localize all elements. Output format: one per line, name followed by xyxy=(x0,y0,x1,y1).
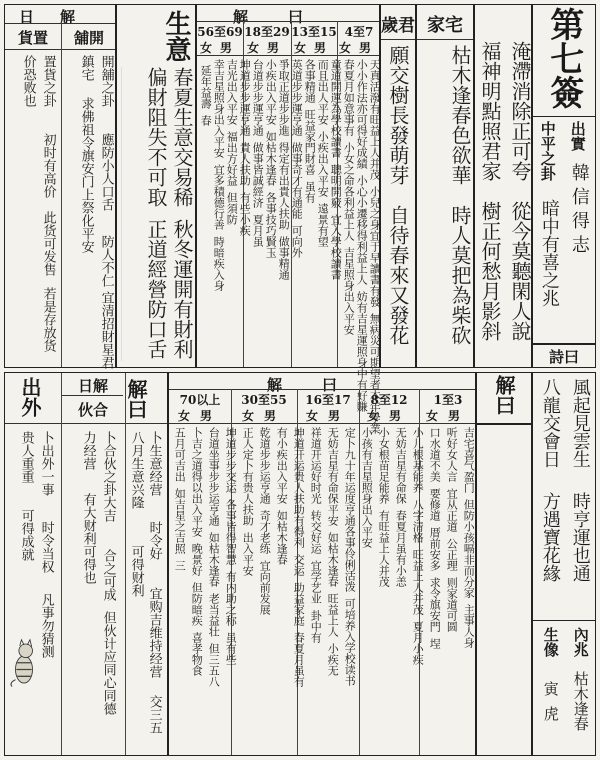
source-text: 韓信得志 xyxy=(568,163,590,259)
age-top-column xyxy=(303,59,316,365)
business-poem-4: 正道經營防口舌 xyxy=(144,219,168,359)
age-top-text: 小小作法亦可得好成績 xyxy=(355,59,369,169)
age-top-text: 而且出人平安 xyxy=(316,59,330,125)
age-top-text: 坤道步步運亨通 xyxy=(238,59,252,136)
age-bottom-text: 如吉星之吉照 xyxy=(173,488,187,554)
poem-panel xyxy=(474,4,532,368)
age-top-text: 童道開運為學校讀書 xyxy=(329,59,343,158)
age-top-text: 小疾出入平安 xyxy=(316,131,330,197)
gender-1: 女男 xyxy=(338,41,379,55)
age-bottom-column xyxy=(290,427,307,753)
age-bottom-text: 主事人身 xyxy=(462,604,476,648)
bottom-poem-title-box xyxy=(476,372,532,424)
out-col-4a: 力经营 xyxy=(80,431,96,470)
out-title-main: 解曰 xyxy=(124,379,148,419)
age-bottom-text: 有旺益上人并茂 xyxy=(377,510,391,587)
age-bottom-column xyxy=(426,427,443,753)
animal-text: 寅虎 xyxy=(541,681,560,731)
sign-text: 枯木逢春 xyxy=(571,671,590,731)
age-top-column xyxy=(329,59,342,365)
age-top-column xyxy=(251,59,264,365)
age-bottom-column xyxy=(392,427,409,753)
age-bottom-text: 如枯木逢春 xyxy=(275,510,289,565)
shop-head-open: 舖開 xyxy=(73,29,104,47)
gender-4: 女男 xyxy=(199,41,240,55)
age-top-text: 無病災可期望者本年學業 xyxy=(368,313,382,434)
age-bottom-column xyxy=(171,427,188,753)
b-gender-1: 女男 xyxy=(425,409,470,423)
age-top-text: 夏月虽 xyxy=(251,214,265,247)
age-range-3: 18至29 xyxy=(244,25,290,39)
age-bottom-text: 有小疾出入平安 xyxy=(275,427,289,504)
age-bottom-text: 卜吉之道得以出入平安 xyxy=(190,427,204,537)
age-top-column xyxy=(199,59,212,365)
shop-panel xyxy=(4,4,116,368)
age-bottom-text: 如枯木逢春 xyxy=(326,532,340,587)
shop-col-1c: 防人不仁 xyxy=(98,235,114,287)
age-top-column xyxy=(212,59,225,365)
out-head: 日解 xyxy=(77,377,108,395)
age-top-text: 聰明開竅 xyxy=(329,164,343,208)
age-head-bottom: 解曰 xyxy=(266,376,377,394)
shop-col-3d: 若是存放货 xyxy=(40,287,56,352)
cat-illustration xyxy=(7,633,41,689)
b-range-1: 1至3 xyxy=(433,393,463,407)
source-panel xyxy=(532,116,596,344)
age-bottom-text: 埕 xyxy=(428,638,442,649)
age-bottom-text: 夏月小疾 xyxy=(411,621,425,665)
age-top-text: 有些小疾 xyxy=(238,192,252,236)
age-bottom-text: 要修道 xyxy=(428,488,442,521)
age-bottom-text: 五月可吉出 xyxy=(173,427,187,482)
b-gender-5: 女男 xyxy=(177,409,222,423)
shop-col-3c: 此货可发售 xyxy=(40,211,56,276)
age-bottom-text: 坤道步步交运 xyxy=(224,427,238,493)
age-bottom-text: 小疾无 xyxy=(326,643,340,676)
age-top-text: 各事技巧賢玉 xyxy=(264,192,278,258)
age-columns-bottom-extra xyxy=(477,429,533,753)
shop-head-goods: 貨置 xyxy=(17,29,48,47)
age-bottom-text: 无妨吉星有命保 xyxy=(394,427,408,504)
age-bottom-column xyxy=(358,427,375,753)
sign-label: 內兆 xyxy=(571,627,590,657)
age-bottom-text: 宜从正道 xyxy=(445,488,459,532)
age-bottom-column xyxy=(239,427,256,753)
age-top-text: 台道步步運亨通 xyxy=(251,59,265,136)
age-bottom-text: 台道坐事步步运亨通 xyxy=(207,427,221,526)
age-bottom-text: 吉宅喜气盈门 xyxy=(462,427,476,493)
age-bottom-text: 口水道不美 xyxy=(428,427,442,482)
age-bottom-column xyxy=(460,427,477,753)
poem-line-2: 從今莫聽閑人說 xyxy=(508,201,532,341)
animal-label: 生像 xyxy=(541,627,560,657)
age-top-text: 遠景有望 xyxy=(316,203,330,247)
shop-col-2: 鎮宅 xyxy=(78,55,94,81)
age-top-text: 如枯木逢春 xyxy=(264,131,278,186)
age-bottom-text: 小孩有吉星照身出入平安 xyxy=(360,427,374,548)
age-top-column xyxy=(368,59,382,434)
poem-line-1: 淹滯消除正可夸 xyxy=(508,41,532,181)
bottom-poem-2: 時亨運也通 xyxy=(569,492,591,582)
age-bottom-column xyxy=(222,427,239,753)
age-top-text: 各事精通 xyxy=(303,59,317,103)
age-top-column xyxy=(316,59,329,365)
out-col-2b: 可得财利 xyxy=(128,545,144,597)
age-bottom-text: 公正理 xyxy=(445,538,459,571)
age-top-column xyxy=(238,59,251,365)
age-bottom-column xyxy=(256,427,273,753)
b-range-3: 16至17 xyxy=(305,393,351,407)
age-top-text: 英道步步運亨通 xyxy=(290,59,304,136)
b-range-4: 30至55 xyxy=(241,393,287,407)
out-col-1c: 宜购吉维持经营 xyxy=(146,587,162,678)
type-label: 中平之卦 xyxy=(538,121,557,181)
age-bottom-text: 助益家庭 xyxy=(292,582,306,626)
out-col-1d: 交三五 xyxy=(146,695,162,734)
age-bottom-text: 旺益上人并茂 xyxy=(411,549,425,615)
shop-col-1b: 應防小人口舌 xyxy=(98,133,114,211)
b-gender-3: 女男 xyxy=(305,409,350,423)
age-top-text: 可向外 xyxy=(290,225,304,258)
age-bottom-column xyxy=(324,427,341,753)
age-top-column xyxy=(264,59,277,365)
business-poem-2: 偏財阻失不可取 xyxy=(144,67,168,207)
age-bottom-text: 乾道步步运亨通 xyxy=(258,427,272,504)
age-top-column xyxy=(225,59,238,365)
age-top-text: 福出方好益 xyxy=(225,131,239,186)
age-bottom-column xyxy=(188,427,205,753)
age-bottom-column xyxy=(307,427,324,753)
age-bottom-text: 出入平安 xyxy=(241,532,255,576)
age-bottom-column xyxy=(443,427,460,753)
year-panel xyxy=(380,4,416,368)
age-top-text: 小心小遷移得利益上人 xyxy=(355,175,369,285)
age-top-text: 吉星照身出入平安 xyxy=(342,247,356,335)
age-bottom-text: 各事皆得智慧 xyxy=(224,499,238,565)
age-bottom-text: 有内助之称 xyxy=(224,571,238,626)
age-top-text: 妨有吉星運照身中有好賺 xyxy=(355,291,369,412)
age-bottom-text: 老当益壮 xyxy=(207,593,221,637)
age-top-text: 小女之命各利益上人 xyxy=(342,142,356,241)
out-head-out: 出外 xyxy=(18,377,42,417)
age-bottom-text: 春夏月虽有小恙 xyxy=(394,510,408,587)
gender-3: 女男 xyxy=(246,41,287,55)
shop-col-2b: 求佛祖令旗安门上祭化平安 xyxy=(78,97,94,253)
age-bottom-text: 可培养入学校读书 xyxy=(343,598,357,686)
age-top-text: 宜多積德行善 xyxy=(212,164,226,230)
age-top-text: 但須防 xyxy=(225,192,239,225)
age-bottom-text: 八字清格 xyxy=(411,499,425,543)
age-top-text: 延年益壽 xyxy=(199,65,213,109)
out-col-5a: 卜出外一事 xyxy=(38,431,54,496)
poem-line-3: 福神明點照君家 xyxy=(478,41,502,181)
age-top-text: 得定有出貴人扶助 xyxy=(277,142,291,230)
out-col-1a: 卜生意经营 xyxy=(146,431,162,496)
age-bottom-text: 但防暗疾 xyxy=(190,582,204,626)
out-col-5c: 凡事勿猜测 xyxy=(38,593,54,658)
bottom-poem-title: 解曰 xyxy=(492,375,516,415)
age-table-bottom-left-title xyxy=(476,424,532,756)
fortune-title: 第七簽 xyxy=(543,7,584,109)
age-bottom-column xyxy=(409,427,426,753)
shop-head: 日解 xyxy=(18,8,101,26)
age-top-text: 春 xyxy=(199,115,213,126)
age-top-text: 小疾出入平安 xyxy=(264,59,278,125)
age-bottom-text: 宜向前发展 xyxy=(258,560,272,615)
age-bottom-text: 三 xyxy=(173,560,187,571)
age-top-text: 旺益家門財喜 xyxy=(303,109,317,175)
age-bottom-text: 转交好运 xyxy=(309,510,323,554)
business-title: 生意 xyxy=(161,10,191,62)
shop-col-1: 開舖之卦 xyxy=(98,55,114,107)
age-top-text: 做事奇才有通能 xyxy=(290,142,304,219)
business-poem-1: 春夏生意交易稀 xyxy=(170,67,194,207)
age-bottom-text: 祥道开运好时光 xyxy=(309,427,323,504)
bottom-poem-4: 方遇寶花緣 xyxy=(539,492,561,582)
age-bottom-text: 虽有些 xyxy=(224,632,238,665)
age-table-bottom xyxy=(168,372,476,756)
b-range-2: 8至12 xyxy=(370,393,408,407)
out-col-3c: 但伙计应同心同德 xyxy=(100,611,116,715)
out-col-2a: 八月生意兴隆 xyxy=(128,431,144,509)
age-range-2: 13至15 xyxy=(291,25,337,39)
age-bottom-text: 如枯木逢春 xyxy=(207,532,221,587)
sign-box xyxy=(532,620,596,756)
age-top-text: 時暗疾入身 xyxy=(212,236,226,291)
shop-col-1d: 宜清招財星君 xyxy=(98,291,114,369)
out-col-6a: 贵人重重 xyxy=(18,431,34,483)
age-bottom-text: 但防小孩嗝非而分家 xyxy=(462,499,476,598)
age-head-top: 解曰 xyxy=(232,8,343,26)
out-panel xyxy=(4,372,168,756)
b-range-5: 70以上 xyxy=(179,393,221,407)
age-bottom-text: 晚景好 xyxy=(190,543,204,576)
age-bottom-column xyxy=(341,427,358,753)
home-panel xyxy=(416,4,474,368)
age-bottom-text: 但三五八 xyxy=(207,643,221,687)
age-bottom-text: 无妨吉星有命保平安 xyxy=(326,427,340,526)
bottom-poem-1: 風起見雲生 xyxy=(569,378,591,468)
home-title: 家宅 xyxy=(427,15,463,36)
shop-col-4: 价恐败也 xyxy=(20,55,36,107)
age-top-text: 宜入學校讀書 xyxy=(329,214,343,280)
poem-label-box xyxy=(532,344,596,368)
age-bottom-text: 则家道可圆 xyxy=(445,577,459,632)
age-top-column xyxy=(277,59,290,365)
age-bottom-text: 交运 xyxy=(292,554,306,576)
source-label: 出實 xyxy=(568,121,587,151)
bottom-poem-text xyxy=(532,372,596,622)
out-col-5b: 时令当权 xyxy=(38,521,54,573)
year-title: 歲君 xyxy=(381,16,415,36)
age-top-text: 爭取正道步步進 xyxy=(277,59,291,136)
age-top-text: 幸吉星照身出入平安 xyxy=(212,59,226,158)
business-poem-3: 秋冬運開有財利 xyxy=(170,219,194,359)
age-top-text: 做事精通 xyxy=(277,236,291,280)
age-range-1: 4至7 xyxy=(344,25,374,39)
age-top-text: 小兒之身宜于早讀書有發 xyxy=(368,186,382,307)
summary-text: 暗中有喜之兆 xyxy=(538,199,560,307)
age-bottom-text: 坤道开运贵人扶助有得利 xyxy=(292,427,306,548)
shop-col-3: 置貨之卦 xyxy=(40,55,56,107)
out-col-1b: 时令好 xyxy=(146,521,162,560)
age-bottom-column xyxy=(205,427,222,753)
home-poem-2: 時人莫把為柴砍 xyxy=(448,205,472,345)
age-range-4: 56至69 xyxy=(197,25,243,39)
age-bottom-text: 奇才老练 xyxy=(258,510,272,554)
age-bottom-text: 求令旗安門 xyxy=(428,577,442,632)
gender-2: 女男 xyxy=(293,41,334,55)
age-top-text: 春夏月如意事有 xyxy=(342,59,356,136)
age-top-text: 虽有 xyxy=(303,181,317,203)
age-bottom-text: 喜孝物食 xyxy=(190,632,204,676)
age-bottom-text: 正人定卜有贵人扶助 xyxy=(241,427,255,526)
age-bottom-column xyxy=(273,427,290,753)
poem-label: 詩曰 xyxy=(548,347,579,366)
poem-line-4: 樹正何愁月影斜 xyxy=(478,201,502,341)
business-panel xyxy=(116,4,196,368)
age-bottom-text: 听好女人言 xyxy=(445,427,459,482)
home-poem-3: 願交樹長發萌芽 xyxy=(386,45,410,185)
out-col-4b: 有大财利可得也 xyxy=(80,493,96,584)
out-head-partner: 伙合 xyxy=(77,401,108,419)
age-bottom-text: 小儿根基能养 xyxy=(411,427,425,493)
home-poem-4: 自待春來又發花 xyxy=(386,205,410,345)
age-top-column xyxy=(342,59,355,365)
b-gender-2: 女男 xyxy=(366,409,411,423)
age-bottom-text: 卦中有 xyxy=(309,610,323,643)
age-top-text: 做事皆誠經济 xyxy=(251,142,265,208)
out-col-3b: 合之可成 xyxy=(100,549,116,601)
age-columns-bottom xyxy=(169,427,477,753)
age-bottom-text: 宜学艺业 xyxy=(309,560,323,604)
out-col-3a: 卜合伙之卦大吉 xyxy=(100,431,116,522)
shop-col-3b: 初时有高价 xyxy=(40,133,56,198)
age-top-column xyxy=(355,59,369,412)
b-gender-4: 女男 xyxy=(241,409,286,423)
age-top-column xyxy=(290,59,303,365)
age-bottom-column xyxy=(375,427,392,753)
age-bottom-text: 定卜九十年运度亨通各事伶俐活泼 xyxy=(343,427,357,592)
age-top-text: 吉光出入平安 xyxy=(225,59,239,125)
bottom-poem-3: 八龍交會日 xyxy=(539,378,561,468)
age-top-text: 貴人扶助 xyxy=(238,142,252,186)
age-bottom-text: 厝前安多 xyxy=(428,527,442,571)
out-col-6b: 可得成就 xyxy=(18,509,34,561)
home-poem-1: 枯木逢春色欲華 xyxy=(448,45,472,185)
age-top-text: 天真活潑有旺益上人并茂 xyxy=(368,59,382,180)
age-bottom-text: 旺益上人 xyxy=(326,593,340,637)
age-bottom-text: 小女根苗足能养 xyxy=(377,427,391,504)
age-bottom-text: 春夏月虽有 xyxy=(292,632,306,687)
